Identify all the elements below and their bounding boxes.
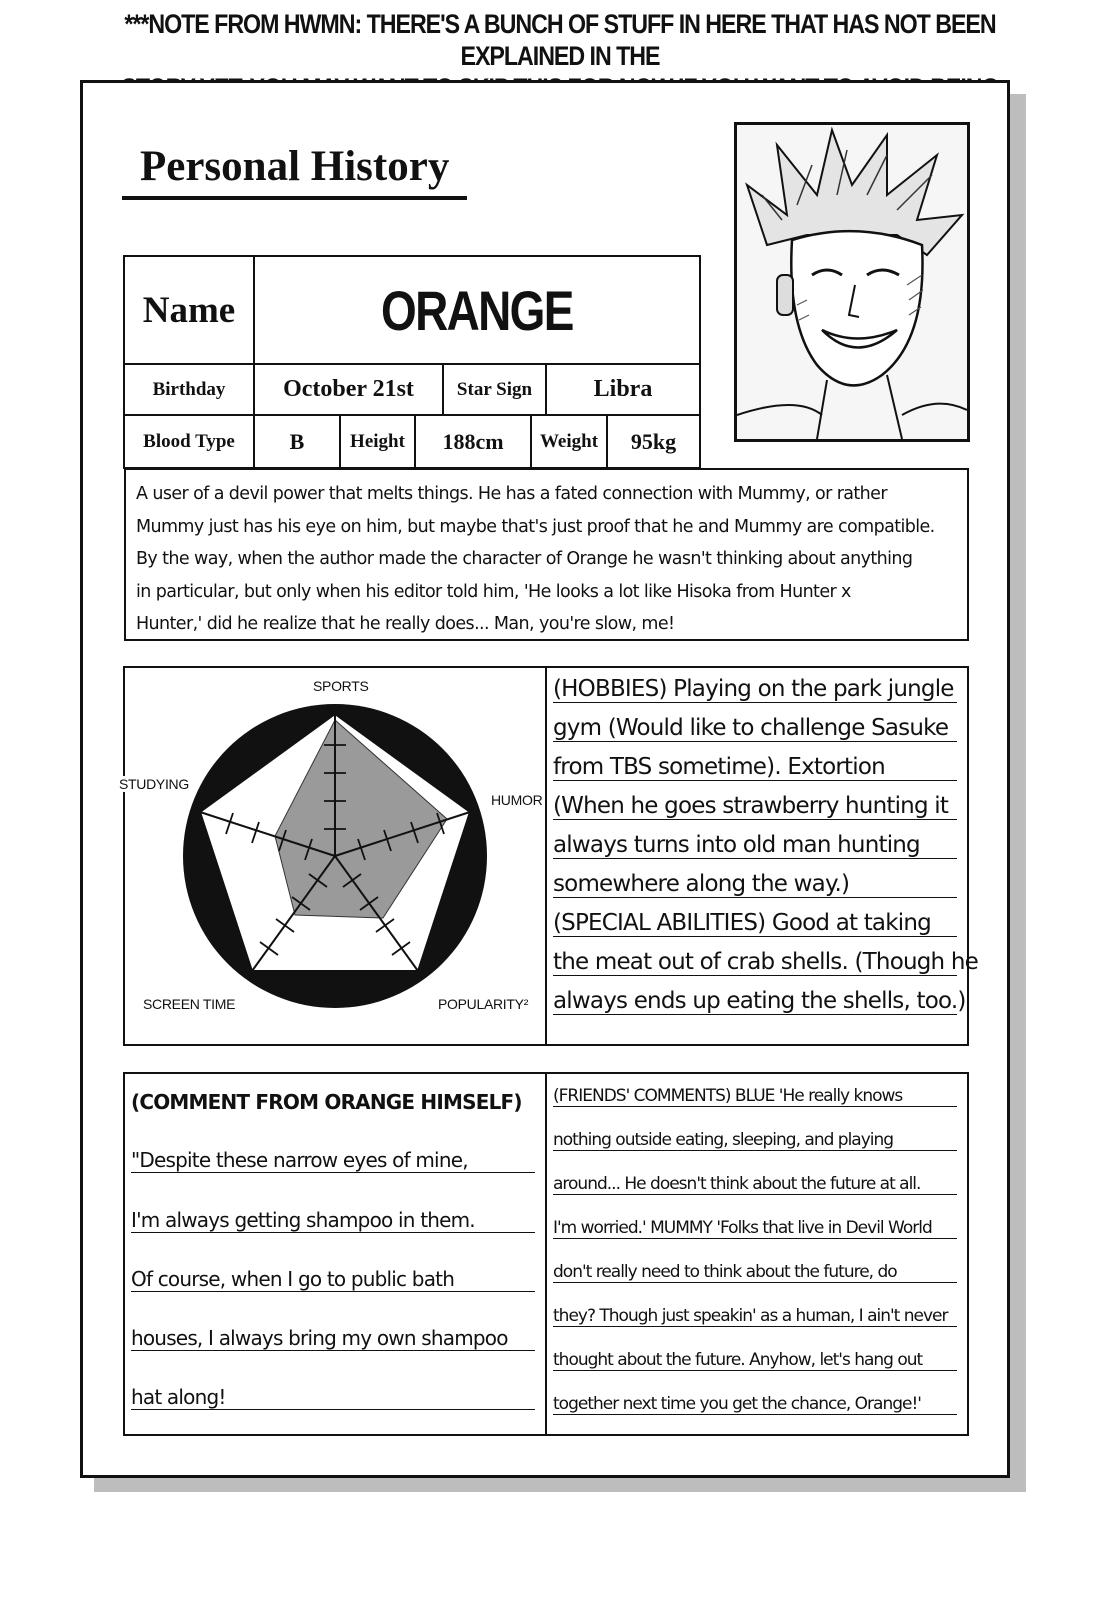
- page-title: Personal History: [140, 143, 450, 190]
- hobbies-line: (HOBBIES) Playing on the park jungle: [553, 676, 957, 703]
- friends-comment-line: I'm worried.' MUMMY 'Folks that live in Devil World: [553, 1218, 957, 1239]
- weight-label: Weight: [530, 414, 608, 469]
- name-value-text: ORANGE: [381, 278, 573, 342]
- height-value: 188cm: [414, 414, 532, 469]
- star-sign-value: Libra: [545, 363, 701, 416]
- height-label: Height: [339, 414, 416, 469]
- name-value: [253, 255, 701, 365]
- spoiler-note-line-1: ***NOTE FROM HWMN: THERE'S A BUNCH OF STUFF IN HERE THAT HAS NOT BEEN EXPLAINED IN THE: [124, 9, 996, 71]
- radar-label-screen-time: SCREEN TIME: [143, 996, 236, 1012]
- self-comment-line: I'm always getting shampoo in them.: [131, 1208, 535, 1233]
- hobbies-line: gym (Would like to challenge Sasuke: [553, 715, 957, 742]
- friends-comment-line: (FRIENDS' COMMENTS) BLUE 'He really knows: [553, 1086, 957, 1107]
- description-line: in particular, but only when his editor told him, 'He looks a lot like Hisoka from Hunter x: [136, 581, 851, 602]
- self-comment-panel: [123, 1072, 547, 1436]
- self-comment-line: Of course, when I go to public bath: [131, 1267, 535, 1292]
- description-line: Mummy just has his eye on him, but maybe that's just proof that he and Mummy are compatible.: [136, 516, 935, 537]
- friends-comment-line: thought about the future. Anyhow, let's hang out: [553, 1350, 957, 1371]
- hobbies-line: (When he goes strawberry hunting it: [553, 793, 957, 820]
- friends-comment-line: around... He doesn't think about the future at all.: [553, 1174, 957, 1195]
- friends-comment-line: don't really need to think about the future, do: [553, 1262, 957, 1283]
- radar-label-sports: SPORTS: [313, 678, 369, 694]
- self-comment-heading: (COMMENT FROM ORANGE HIMSELF): [131, 1090, 522, 1114]
- blood-type-label: Blood Type: [123, 414, 255, 469]
- description-line: By the way, when the author made the character of Orange he wasn't thinking about anything: [136, 549, 913, 569]
- friends-comments-panel: [545, 1072, 969, 1436]
- portrait-sketch: [737, 125, 967, 439]
- weight-value: 95kg: [606, 414, 701, 469]
- friends-comment-line: they? Though just speakin' as a human, I ain't never: [553, 1306, 957, 1327]
- hobbies-line: (SPECIAL ABILITIES) Good at taking: [553, 910, 957, 937]
- hobbies-line: the meat out of crab shells. (Though he: [553, 949, 978, 975]
- hobbies-panel: [545, 666, 978, 1046]
- birthday-label: Birthday: [123, 363, 255, 416]
- title-underline: [122, 196, 467, 200]
- character-portrait: [734, 122, 970, 442]
- birthday-value: October 21st: [253, 363, 444, 416]
- radar-label-popularity: POPULARITY²: [438, 996, 529, 1012]
- hobbies-line: always ends up eating the shells, too.): [553, 988, 966, 1014]
- self-comment-line: hat along!: [131, 1385, 535, 1410]
- character-description: [124, 468, 969, 641]
- name-label: Name: [123, 255, 255, 365]
- friends-comment-line: nothing outside eating, sleeping, and playing: [553, 1130, 957, 1151]
- self-comment-line: "Despite these narrow eyes of mine,: [131, 1148, 535, 1173]
- star-sign-label: Star Sign: [442, 363, 547, 416]
- hobbies-line: somewhere along the way.): [553, 871, 957, 898]
- friends-comment-line: together next time you get the chance, Orange!': [553, 1394, 957, 1415]
- hobbies-line: from TBS sometime). Extortion: [553, 754, 957, 781]
- hobbies-line: always turns into old man hunting: [553, 832, 957, 859]
- stats-radar-chart: [125, 668, 545, 1044]
- self-comment-line: houses, I always bring my own shampoo: [131, 1326, 535, 1351]
- radar-label-humor: HUMOR: [491, 792, 543, 808]
- stats-radar-panel: [119, 666, 547, 1046]
- radar-label-studying: STUDYING: [119, 776, 189, 792]
- blood-type-value: B: [253, 414, 341, 469]
- description-line: Hunter,' did he realize that he really does... Man, you're slow, me!: [136, 614, 675, 634]
- description-line: A user of a devil power that melts things. He has a fated connection with Mummy, or rather: [136, 484, 887, 504]
